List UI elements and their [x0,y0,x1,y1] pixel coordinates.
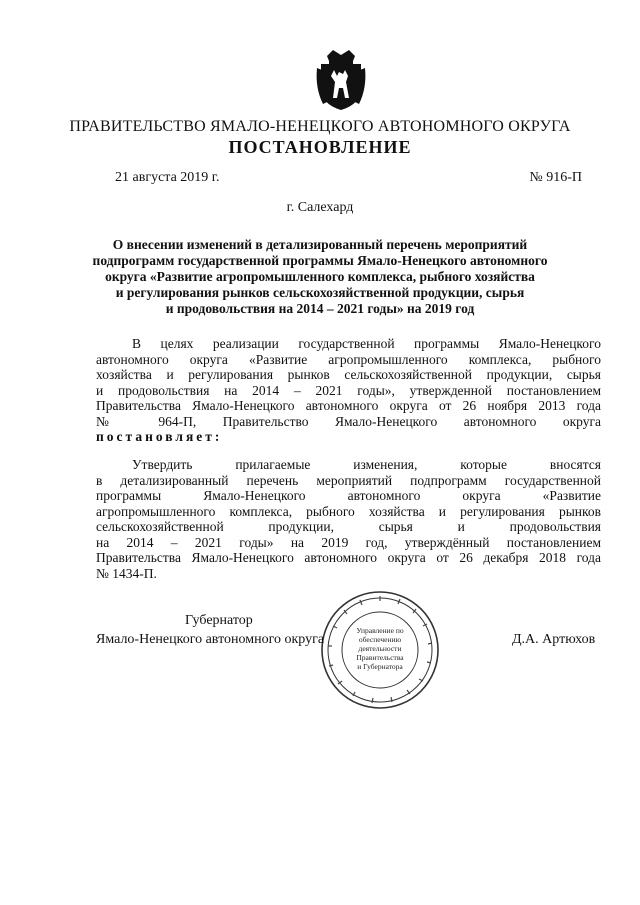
paragraph-line [96,429,601,445]
paragraph-line: автономного округа «Развитие агропромышленного комплекса, рыбного [96,351,601,367]
document-subject [70,237,570,317]
paragraph-line: Правительства Ямало-Ненецкого автономного округа от 26 ноября 2013 года [96,398,601,413]
paragraph-line: сельскохозяйственной продукции, сырья и продовольствия [96,519,601,534]
signatory-organization: Ямало-Ненецкого автономного округа [96,632,325,647]
document-number: № 916-П [529,170,582,185]
preamble-paragraph [96,336,601,445]
paragraph-line: программы Ямало-Ненецкого автономного округа «Развитие [96,488,601,503]
paragraph-line: и продовольствия на 2014 – 2021 годы», утвержденной постановлением [96,382,601,398]
paragraph-line: Правительства Ямало-Ненецкого автономного округа от 26 декабря 2018 года [96,550,601,565]
signatory-title: Губернатор [185,613,253,628]
subject-line: округа «Развитие агропромышленного комплекса, рыбного хозяйства [105,269,535,284]
decree-keyword: постановляет: [96,429,223,444]
stamp-line: деятельности [358,644,402,653]
paragraph-line: Утвердить прилагаемые изменения, которые вносятся [132,457,601,472]
document-type: ПОСТАНОВЛЕНИЕ [228,137,412,157]
document-date: 21 августа 2019 г. [115,170,220,185]
document-city: г. Салехард [286,200,354,215]
subject-line: и регулирования рынков сельскохозяйственной продукции, сырья [115,285,525,300]
coat-of-arms-emblem [313,48,369,112]
stamp-line: Управление по [356,626,404,635]
paragraph-line: агропромышленного комплекса, рыбного хозяйства и регулирования рынков [96,503,601,519]
subject-line: О внесении изменений в детализированный перечень мероприятий [112,237,528,252]
subject-line: и продовольствия на 2014 – 2021 годы» на 2019 год [165,301,475,316]
paragraph-line: на 2014 – 2021 годы» на 2019 год, утверждённый постановлением [96,534,601,550]
stamp-inner-text [345,626,415,671]
stamp-line: обеспечению [358,635,402,644]
paragraph-line: хозяйства и регулирования рынков сельскохозяйственной продукции, сырья [96,367,601,382]
resolution-paragraph [96,457,601,581]
paragraph-line: в детализированный перечень мероприятий подпрограмм государственной [96,472,601,488]
stamp-line: и Губернатора [357,662,403,671]
paragraph-line: № 964-П, Правительство Ямало-Ненецкого автономного округа [96,413,601,429]
government-title: ПРАВИТЕЛЬСТВО ЯМАЛО-НЕНЕЦКОГО АВТОНОМНОГО ОКРУГА [69,118,571,135]
subject-line: подпрограмм государственной программы Ямало-Ненецкого автономного [92,253,548,268]
paragraph-line: № 1434-П. [96,565,157,581]
stamp-line: Правительства [356,653,404,662]
signatory-name: Д.А. Артюхов [512,632,596,647]
paragraph-line: В целях реализации государственной программы Ямало-Ненецкого [132,336,601,351]
